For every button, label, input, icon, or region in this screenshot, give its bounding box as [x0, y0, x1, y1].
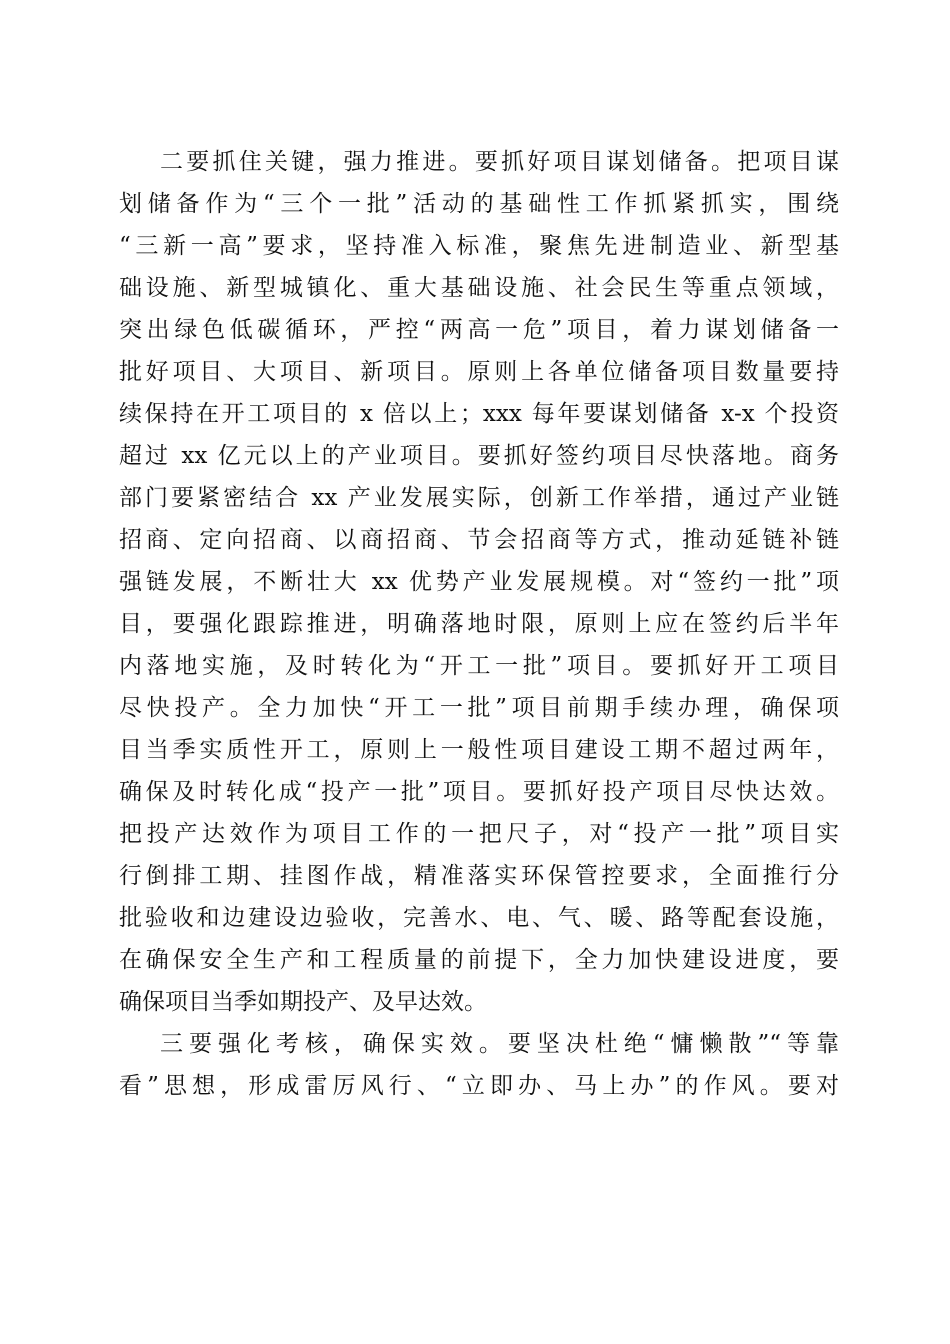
text-line: 尽快投产。全力加快“开工一批”项目前期手续办理，确保项	[119, 695, 839, 721]
text-line: 三要强化考核，确保实效。要坚决杜绝“慵懒散”“等靠	[160, 1031, 839, 1057]
text-line: 二要抓住关键，强力推进。要抓好项目谋划储备。把项目谋	[160, 149, 839, 175]
text-line: 突出绿色低碳循环，严控“两高一危”项目，着力谋划储备一	[119, 317, 839, 343]
text-line: 划储备作为“三个一批”活动的基础性工作抓紧抓实，围绕	[119, 191, 839, 217]
text-line: 批验收和边建设边验收，完善水、电、气、暖、路等配套设施，	[119, 905, 839, 931]
text-line: 把投产达效作为项目工作的一把尺子，对“投产一批”项目实	[119, 821, 839, 847]
text-line: 在确保安全生产和工程质量的前提下，全力加快建设进度，要	[119, 947, 839, 973]
text-line: 招商、定向招商、以商招商、节会招商等方式，推动延链补链	[119, 527, 839, 553]
text-line: 续保持在开工项目的 x 倍以上；xxx 每年要谋划储备 x-x 个投资	[119, 401, 839, 427]
text-line: 确保项目当季如期投产、及早达效。	[119, 989, 487, 1015]
text-line: “三新一高”要求，坚持准入标准，聚焦先进制造业、新型基	[119, 233, 839, 259]
text-line: 确保及时转化成“投产一批”项目。要抓好投产项目尽快达效。	[119, 779, 839, 805]
text-line: 部门要紧密结合 xx 产业发展实际，创新工作举措，通过产业链	[119, 485, 839, 511]
text-line: 目，要强化跟踪推进，明确落地时限，原则上应在签约后半年	[119, 611, 839, 637]
text-line: 目当季实质性开工，原则上一般性项目建设工期不超过两年，	[119, 737, 839, 763]
text-line: 看”思想，形成雷厉风行、“立即办、马上办”的作风。要对	[119, 1073, 839, 1099]
text-line: 超过 xx 亿元以上的产业项目。要抓好签约项目尽快落地。商务	[119, 443, 839, 469]
text-line: 强链发展，不断壮大 xx 优势产业发展规模。对“签约一批”项	[119, 569, 839, 595]
text-line: 批好项目、大项目、新项目。原则上各单位储备项目数量要持	[119, 359, 839, 385]
text-line: 行倒排工期、挂图作战，精准落实环保管控要求，全面推行分	[119, 863, 839, 889]
text-line: 础设施、新型城镇化、重大基础设施、社会民生等重点领域，	[119, 275, 839, 301]
text-line: 内落地实施，及时转化为“开工一批”项目。要抓好开工项目	[119, 653, 839, 679]
